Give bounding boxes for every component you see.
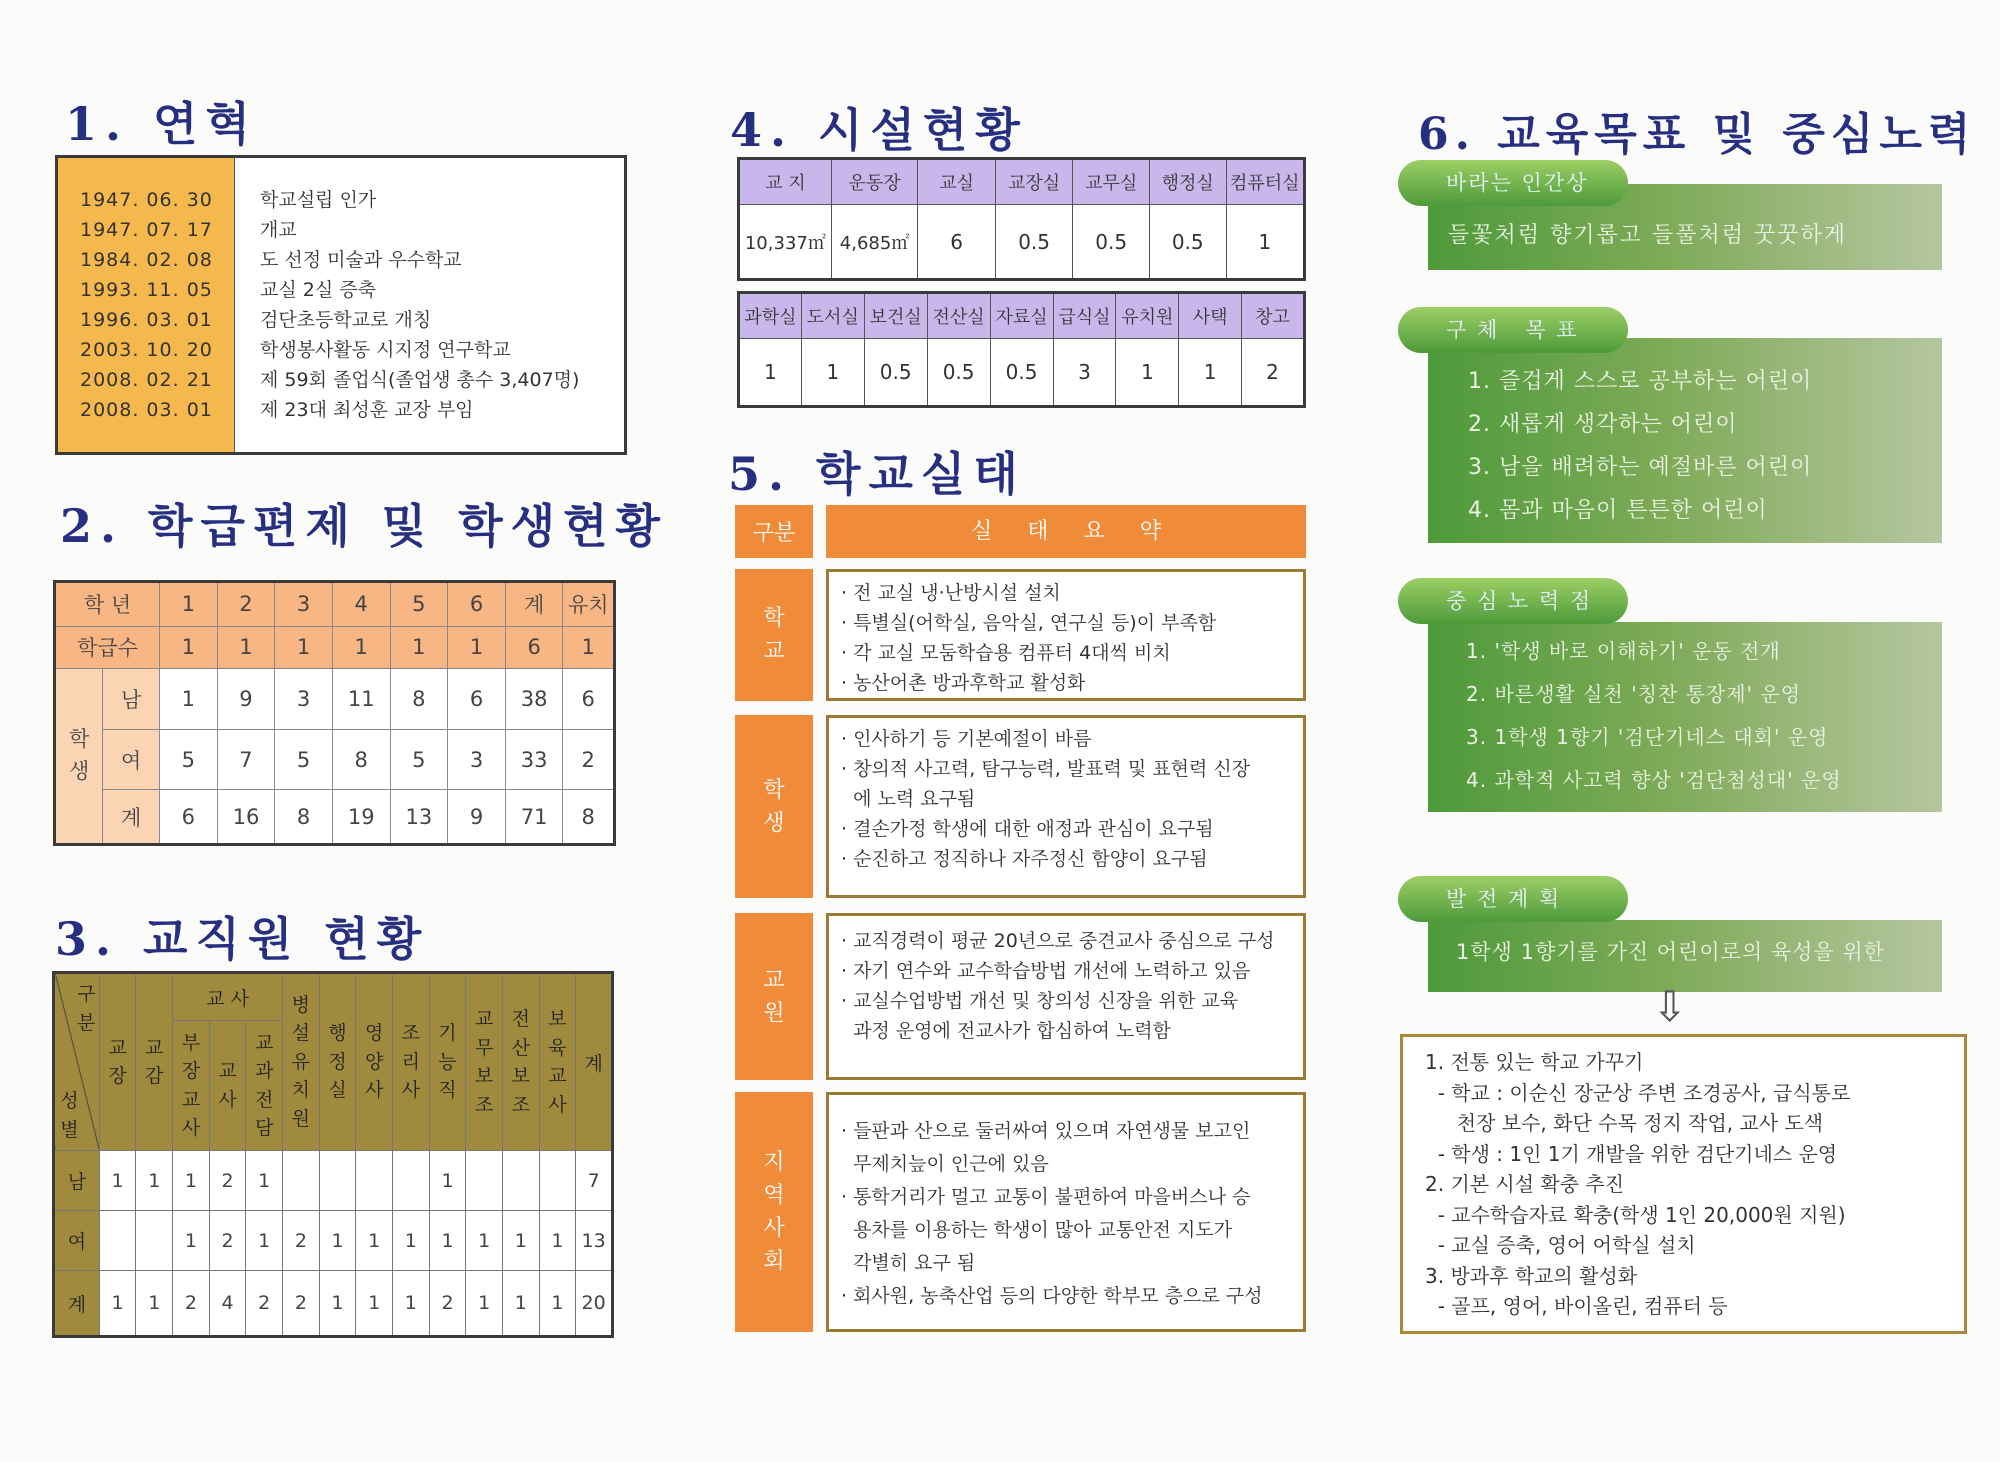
facility-table-1 [737, 157, 1306, 281]
plan-line: - 학교 : 이순신 장군상 주변 조경공사, 급식통로 [1425, 1080, 1851, 1105]
student-cell: 6 [448, 668, 506, 729]
history-date: 2008. 02. 21 [80, 369, 213, 391]
staff-cell: 1 [393, 1211, 430, 1271]
student-cell: 19 [332, 790, 390, 845]
staff-cell: 2 [209, 1151, 246, 1211]
goal-item: 2. 새롭게 생각하는 어린이 [1468, 412, 1738, 437]
staff-header-teachers: 교 사 [173, 973, 283, 1021]
student-cell: 2 [563, 729, 615, 790]
plan-line: 1. 전통 있는 학교 가꾸기 [1425, 1050, 1644, 1074]
staff-cell [466, 1151, 503, 1211]
status-box-community [826, 1092, 1306, 1332]
facility-value: 0.5 [990, 339, 1053, 407]
staff-cell: 2 [429, 1271, 466, 1337]
staff-cell [393, 1151, 430, 1211]
student-cell: 3 [448, 729, 506, 790]
plan-line: 3. 방과후 학교의 활성화 [1425, 1263, 1638, 1288]
staff-header-col: 전산보조 [502, 973, 539, 1151]
staff-cell: 1 [319, 1211, 356, 1271]
plan-tab: 발 전 계 획 [1398, 876, 1628, 922]
grade-header: 2 [217, 582, 275, 627]
student-label: 학생 [55, 668, 103, 844]
facility-header: 사택 [1179, 293, 1242, 339]
staff-header-col: 영양사 [356, 973, 393, 1151]
row-label-total: 계 [103, 790, 160, 845]
staff-cell [136, 1211, 173, 1271]
status-line: · 결손가정 학생에 대한 애정과 관심이 요구됨 [841, 818, 1214, 840]
student-cell: 9 [217, 668, 275, 729]
status-box-school [826, 569, 1306, 701]
staff-header-col: 행정실 [319, 973, 356, 1151]
ideal-tab: 바라는 인간상 [1398, 160, 1628, 206]
plan-line: 천장 보수, 화단 수목 정지 작업, 교사 도색 [1425, 1111, 1824, 1135]
staff-cell: 1 [539, 1211, 576, 1271]
goal-item: 4. 몸과 마음이 튼튼한 어린이 [1468, 498, 1768, 523]
student-cell: 11 [332, 668, 390, 729]
staff-cell: 4 [209, 1271, 246, 1337]
status-line: · 창의적 사고력, 탐구능력, 발표력 및 표현력 신장 [841, 758, 1251, 780]
staff-header-col: 교무보조 [466, 973, 503, 1151]
staff-row-label: 남 [54, 1151, 100, 1211]
class-count-cell: 6 [505, 626, 563, 668]
history-date: 1984. 02. 08 [80, 249, 213, 271]
status-line: 각별히 요구 됨 [841, 1252, 976, 1274]
focus-item: 4. 과학적 사고력 향상 '검단첨성대' 운영 [1466, 768, 1842, 792]
student-cell: 5 [390, 729, 448, 790]
staff-cell: 1 [173, 1151, 210, 1211]
grade-header: 6 [448, 582, 506, 627]
facility-header: 보건실 [864, 293, 927, 339]
staff-cell: 1 [319, 1271, 356, 1337]
facility-header: 행정실 [1149, 159, 1226, 205]
student-cell: 71 [505, 790, 563, 845]
facility-value: 3 [1053, 339, 1116, 407]
staff-cell: 1 [136, 1271, 173, 1337]
plan-line: 2. 기본 시설 확충 추진 [1425, 1172, 1625, 1196]
student-cell: 5 [275, 729, 333, 790]
history-event: 검단초등학교로 개칭 [260, 309, 432, 331]
facility-value: 1 [801, 339, 864, 407]
focus-item: 1. '학생 바로 이해하기' 운동 전개 [1466, 639, 1781, 663]
down-arrow-icon: ⇩ [1652, 982, 1688, 1031]
student-cell: 7 [217, 729, 275, 790]
class-count-cell: 1 [275, 626, 333, 668]
staff-cell: 1 [393, 1271, 430, 1337]
staff-corner-header: 구분 성별 [54, 973, 100, 1151]
facility-header: 과학실 [739, 293, 802, 339]
facility-value: 0.5 [1149, 205, 1226, 280]
focus-item: 3. 1학생 1향기 '검단기네스 대회' 운영 [1466, 725, 1829, 749]
facility-header: 교무실 [1073, 159, 1150, 205]
facility-value: 2 [1242, 339, 1305, 407]
facility-table-2 [737, 291, 1306, 408]
status-summary-header: 실 태 요 약 [826, 505, 1306, 558]
staff-header-col: 보육교사 [539, 973, 576, 1151]
status-line: 무제치늪이 인근에 있음 [841, 1153, 1049, 1175]
staff-cell: 1 [136, 1151, 173, 1211]
history-date: 2008. 03. 01 [80, 399, 213, 421]
student-cell: 1 [159, 668, 217, 729]
staff-header-col: 조리사 [393, 973, 430, 1151]
staff-cell: 1 [99, 1151, 136, 1211]
student-cell: 16 [217, 790, 275, 845]
staff-header-total: 계 [576, 973, 613, 1151]
facility-value: 0.5 [927, 339, 990, 407]
staff-header-teacher-sub: 교사 [209, 1021, 246, 1151]
student-cell: 9 [448, 790, 506, 845]
staff-table [52, 971, 614, 1338]
focus-item: 2. 바른생활 실천 '칭찬 통장제' 운영 [1466, 682, 1802, 706]
student-cell: 6 [159, 790, 217, 845]
status-box-teachers [826, 913, 1306, 1080]
staff-cell: 1 [173, 1211, 210, 1271]
staff-cell: 13 [576, 1211, 613, 1271]
plan-line: - 교수학습자료 확충(학생 1인 20,000원 지원) [1425, 1202, 1846, 1227]
grade-header: 3 [275, 582, 333, 627]
student-cell: 38 [505, 668, 563, 729]
status-line: · 들판과 산으로 둘러싸여 있으며 자연생물 보고인 [841, 1120, 1251, 1142]
plan-summary-text: 1학생 1향기를 가진 어린이로의 육성을 위한 [1456, 940, 1885, 964]
staff-cell: 1 [429, 1211, 466, 1271]
facility-value: 0.5 [864, 339, 927, 407]
status-line: · 순진하고 정직하나 자주정신 함양이 요구됨 [841, 848, 1208, 870]
history-event: 학교설립 인가 [260, 189, 377, 211]
status-line: · 인사하기 등 기본예절이 바름 [841, 728, 1092, 750]
facilities-heading: 4. 시설현황 [730, 103, 1028, 157]
status-line: · 특별실(어학실, 음악실, 연구실 등)이 부족함 [841, 612, 1217, 634]
student-cell: 8 [275, 790, 333, 845]
history-event: 학생봉사활동 시지정 연구학교 [260, 339, 511, 361]
staff-cell: 1 [502, 1211, 539, 1271]
staff-cell: 1 [539, 1271, 576, 1337]
facility-value: 10,337㎡ [739, 205, 832, 280]
status-col-header: 구분 [735, 505, 813, 558]
class-count-cell: 1 [563, 626, 615, 668]
grade-header: 4 [332, 582, 390, 627]
facility-value: 4,685㎡ [831, 205, 918, 280]
status-line: · 통학거리가 멀고 교통이 불편하여 마을버스나 승 [841, 1186, 1251, 1208]
history-box [55, 155, 627, 455]
student-cell: 33 [505, 729, 563, 790]
row-label-female: 여 [103, 729, 160, 790]
staff-header-col: 기능직 [429, 973, 466, 1151]
class-count-cell: 1 [217, 626, 275, 668]
facility-value: 1 [1226, 205, 1304, 280]
status-label-teachers: 교원 [735, 913, 813, 1080]
history-event: 도 선정 미술과 우수학교 [260, 249, 462, 271]
facility-header: 컴퓨터실 [1226, 159, 1304, 205]
staff-cell: 1 [99, 1271, 136, 1337]
status-line: · 농산어촌 방과후학교 활성화 [841, 672, 1086, 694]
facility-header: 교장실 [995, 159, 1073, 205]
staff-cell: 1 [429, 1151, 466, 1211]
row-label-male: 남 [103, 668, 160, 729]
goal-item: 1. 즐겁게 스스로 공부하는 어린이 [1468, 369, 1813, 394]
staff-cell: 1 [356, 1271, 393, 1337]
goal-item: 3. 남을 배려하는 예절바른 어린이 [1468, 455, 1813, 480]
plan-line: - 골프, 영어, 바이올린, 컴퓨터 등 [1425, 1294, 1728, 1318]
status-line: 용차를 이용하는 학생이 많아 교통안전 지도가 [841, 1219, 1233, 1241]
facility-header: 전산실 [927, 293, 990, 339]
goals-heading: 6. 교육목표 및 중심노력 [1418, 109, 1977, 160]
student-cell: 8 [390, 668, 448, 729]
staff-cell [99, 1211, 136, 1271]
staff-cell: 2 [283, 1211, 320, 1271]
staff-cell: 2 [173, 1271, 210, 1337]
staff-header-teacher-sub: 부장교사 [173, 1021, 210, 1151]
staff-cell: 20 [576, 1271, 613, 1337]
status-line: 과정 운영에 전교사가 합심하여 노력함 [841, 1020, 1171, 1042]
staff-cell [283, 1151, 320, 1211]
status-line: · 자기 연수와 교수학습방법 개선에 노력하고 있음 [841, 960, 1251, 982]
facility-value: 1 [1179, 339, 1242, 407]
focus-tab: 중 심 노 력 점 [1398, 578, 1628, 624]
staff-cell: 1 [502, 1271, 539, 1337]
student-cell: 6 [563, 668, 615, 729]
facility-value: 0.5 [995, 205, 1073, 280]
focus-box [1428, 622, 1942, 812]
status-line: · 각 교실 모둠학습용 컴퓨터 4대씩 비치 [841, 642, 1171, 664]
history-event: 교실 2실 증축 [260, 279, 376, 301]
facility-header: 교 지 [739, 159, 832, 205]
staff-header-teacher-sub: 교과전담 [246, 1021, 283, 1151]
grade-header: 계 [505, 582, 563, 627]
status-label-school: 학교 [735, 569, 813, 701]
history-date: 1947. 07. 17 [80, 219, 213, 241]
staff-row-label: 여 [54, 1211, 100, 1271]
staff-header-principal: 교장 [99, 973, 136, 1151]
facility-value: 6 [918, 205, 995, 280]
status-label-student: 학생 [735, 715, 813, 898]
class-student-table [53, 580, 616, 846]
status-line: · 전 교실 냉·난방시설 설치 [841, 582, 1061, 604]
staff-cell: 2 [209, 1211, 246, 1271]
grade-header-label: 학 년 [55, 582, 160, 627]
student-cell: 3 [275, 668, 333, 729]
class-count-cell: 1 [390, 626, 448, 668]
staff-cell: 1 [466, 1271, 503, 1337]
staff-cell [356, 1151, 393, 1211]
history-event: 제 23대 최성훈 교장 부임 [260, 399, 474, 421]
staff-cell: 2 [283, 1271, 320, 1337]
facility-header: 교실 [918, 159, 995, 205]
status-line: · 교직경력이 평균 20년으로 중견교사 중심으로 구성 [841, 930, 1275, 952]
status-line: 에 노력 요구됨 [841, 788, 976, 810]
staff-header-vice: 교감 [136, 973, 173, 1151]
specific-goals-tab: 구 체 목 표 [1398, 307, 1628, 353]
status-heading: 5. 학교실태 [728, 447, 1026, 501]
staff-cell [539, 1151, 576, 1211]
facility-value: 0.5 [1073, 205, 1150, 280]
status-line: · 회사원, 농축산업 등의 다양한 학부모 층으로 구성 [841, 1285, 1263, 1307]
plan-line: - 학생 : 1인 1기 개발을 위한 검단기네스 운영 [1425, 1141, 1838, 1166]
staff-cell: 1 [466, 1211, 503, 1271]
history-event: 제 59회 졸업식(졸업생 총수 3,407명) [260, 369, 580, 391]
ideal-text: 들꽃처럼 향기롭고 들풀처럼 꿋꿋하게 [1448, 223, 1848, 248]
staff-cell: 1 [356, 1211, 393, 1271]
status-label-community: 지역사회 [735, 1092, 813, 1332]
history-date: 1993. 11. 05 [80, 279, 213, 301]
student-cell: 13 [390, 790, 448, 845]
staff-cell: 7 [576, 1151, 613, 1211]
grade-header: 5 [390, 582, 448, 627]
facility-value: 1 [1116, 339, 1179, 407]
staff-cell [319, 1151, 356, 1211]
plan-detail-box [1400, 1034, 1967, 1334]
staff-heading: 3. 교직원 현황 [55, 912, 430, 966]
staff-cell [502, 1151, 539, 1211]
class-count-cell: 1 [448, 626, 506, 668]
staff-cell: 2 [246, 1271, 283, 1337]
history-date: 2003. 10. 20 [80, 339, 213, 361]
staff-row-label: 계 [54, 1271, 100, 1337]
specific-goals-box [1428, 338, 1942, 543]
class-count-cell: 1 [159, 626, 217, 668]
status-line: · 교실수업방법 개선 및 창의성 신장을 위한 교육 [841, 990, 1239, 1012]
class-count-cell: 1 [332, 626, 390, 668]
grade-header: 1 [159, 582, 217, 627]
facility-header: 급식실 [1053, 293, 1116, 339]
history-event: 개교 [260, 219, 297, 241]
status-box-student [826, 715, 1306, 898]
facility-header: 도서실 [801, 293, 864, 339]
facility-header: 자료실 [990, 293, 1053, 339]
grade-header: 유치 [563, 582, 615, 627]
plan-line: - 교실 증축, 영어 어학실 설치 [1425, 1233, 1696, 1257]
staff-cell: 1 [246, 1211, 283, 1271]
student-cell: 5 [159, 729, 217, 790]
facility-header: 창고 [1242, 293, 1305, 339]
facility-header: 운동장 [831, 159, 918, 205]
facility-value: 1 [739, 339, 802, 407]
history-date: 1947. 06. 30 [80, 189, 213, 211]
class-count-label: 학급수 [55, 626, 160, 668]
classes-heading: 2. 학급편제 및 학생현황 [60, 499, 668, 553]
student-cell: 8 [332, 729, 390, 790]
student-cell: 8 [563, 790, 615, 845]
history-heading: 1. 연혁 [65, 97, 258, 151]
staff-header-col: 병설유치원 [283, 973, 320, 1151]
staff-cell: 1 [246, 1151, 283, 1211]
history-date: 1996. 03. 01 [80, 309, 213, 331]
facility-header: 유치원 [1116, 293, 1179, 339]
